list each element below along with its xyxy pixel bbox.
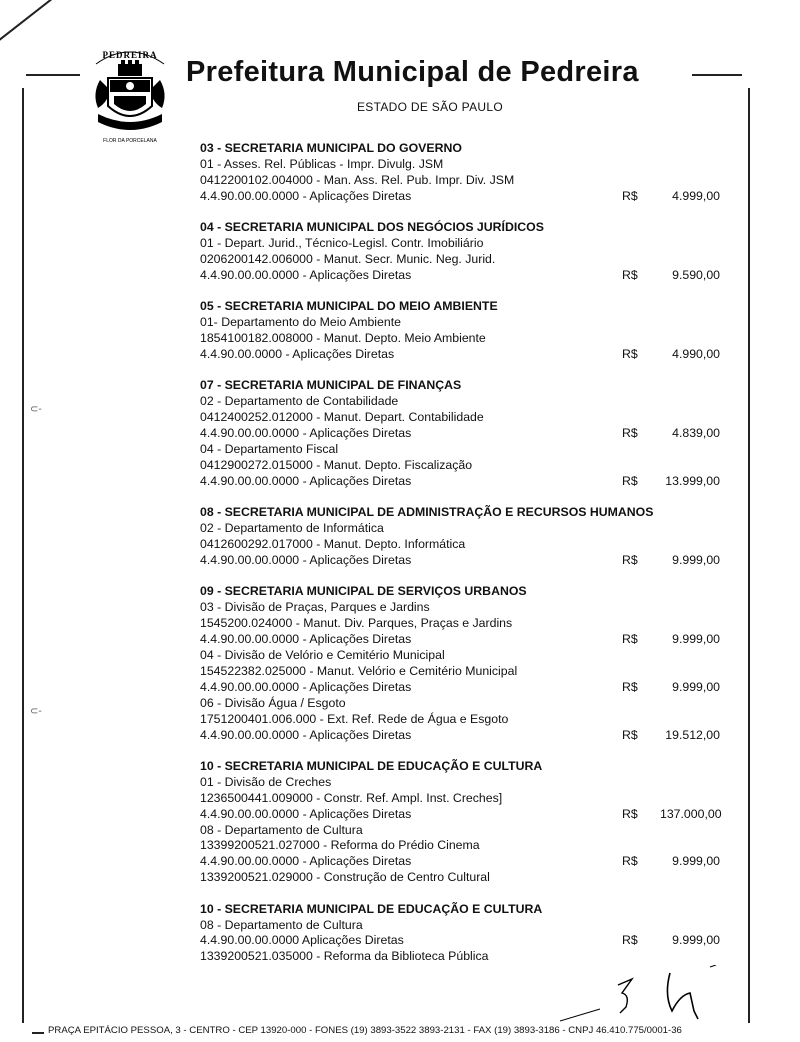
line-text: 03 - Divisão de Praças, Parques e Jardins [200, 600, 430, 615]
frame-diagonal-line [0, 0, 101, 47]
logo-text-bottom: FLOR DA PORCELANA [103, 138, 157, 144]
line-text: 1545200.024000 - Manut. Div. Parques, Praças e Jardins [200, 616, 513, 631]
budget-line-with-amount [200, 553, 720, 569]
budget-line [200, 664, 720, 680]
budget-section [200, 902, 720, 966]
currency-symbol: R$ [622, 267, 638, 282]
budget-line [200, 600, 720, 616]
line-text: 02 - Departamento de Contabilidade [200, 394, 399, 409]
frame-top-right-line [692, 74, 742, 76]
budget-line [200, 252, 720, 268]
budget-line [200, 315, 720, 331]
budget-line [200, 949, 720, 965]
budget-line [200, 791, 720, 807]
line-text: 1339200521.029000 - Construção de Centro Cultural [200, 870, 490, 885]
frame-right-line [748, 88, 750, 1023]
amount-value: 4.999,00 [672, 188, 720, 203]
budget-section [200, 299, 720, 363]
amount-value: 9.590,00 [672, 267, 720, 282]
budget-line-with-amount [200, 268, 720, 284]
page-subtitle: ESTADO DE SÃO PAULO [357, 100, 503, 114]
page-title: Prefeitura Municipal de Pedreira [186, 56, 639, 88]
currency-symbol: R$ [622, 473, 638, 488]
currency-symbol: R$ [622, 727, 638, 742]
budget-line [200, 537, 720, 553]
currency-symbol: R$ [622, 854, 638, 869]
line-text: 4.4.90.00.00.0000 - Aplicações Diretas [200, 854, 412, 869]
line-text: 0206200142.006000 - Manut. Secr. Munic. Neg. Jurid. [200, 251, 496, 266]
frame-left-line [22, 88, 24, 1023]
line-text: 0412200102.004000 - Man. Ass. Rel. Pub. Impr. Div. JSM [200, 172, 515, 187]
line-text: 0412400252.012000 - Manut. Depart. Contabilidade [200, 410, 484, 425]
budget-line [200, 823, 720, 839]
amount-value: 9.999,00 [672, 854, 720, 869]
currency-symbol: R$ [622, 933, 638, 948]
budget-section [200, 584, 720, 743]
budget-line-with-amount [200, 347, 720, 363]
line-text: 06 - Divisão Água / Esgoto [200, 695, 346, 710]
currency-symbol: R$ [622, 426, 638, 441]
line-text: 4.4.90.00.00.0000 - Aplicações Diretas [200, 267, 412, 282]
budget-line-with-amount [200, 807, 720, 823]
amount-value: 13.999,00 [665, 473, 720, 488]
budget-line-with-amount [200, 680, 720, 696]
budget-line [200, 870, 720, 886]
budget-line [200, 648, 720, 664]
budget-line [200, 236, 720, 252]
amount-value: 9.999,00 [672, 679, 720, 694]
budget-line [200, 394, 720, 410]
amount-value: 4.839,00 [672, 426, 720, 441]
line-text: 13399200521.027000 - Reforma do Prédio Cinema [200, 838, 480, 853]
budget-line-with-amount [200, 426, 720, 442]
budget-line [200, 173, 720, 189]
title-left-line [26, 74, 78, 76]
line-text: 4.4.90.00.0000 - Aplicações Diretas [200, 346, 395, 361]
budget-line [200, 157, 720, 173]
budget-section [200, 378, 720, 489]
line-text: 08 - Departamento de Cultura [200, 822, 363, 837]
line-text: 04 - Divisão de Velório e Cemitério Municipal [200, 647, 445, 662]
line-text: 4.4.90.00.00.0000 - Aplicações Diretas [200, 727, 412, 742]
coat-of-arms-icon [88, 42, 172, 146]
section-title: 05 - SECRETARIA MUNICIPAL DO MEIO AMBIENTE [200, 299, 498, 314]
line-text: 4.4.90.00.00.0000 - Aplicações Diretas [200, 188, 412, 203]
budget-line-with-amount [200, 474, 720, 490]
budget-line [200, 696, 720, 712]
line-text: 4.4.90.00.00.0000 - Aplicações Diretas [200, 473, 412, 488]
section-title: 04 - SECRETARIA MUNICIPAL DOS NEGÓCIOS JURÍDICOS [200, 220, 544, 235]
line-text: 04 - Departamento Fiscal [200, 442, 339, 456]
section-title: 07 - SECRETARIA MUNICIPAL DE FINANÇAS [200, 378, 462, 393]
line-text: 01 - Depart. Jurid., Técnico-Legisl. Contr. Imobiliário [200, 236, 484, 251]
line-text: 4.4.90.00.00.0000 - Aplicações Diretas [200, 632, 412, 647]
line-text: 08 - Departamento de Cultura [200, 917, 363, 932]
logo-text-top: PEDREIRA [102, 50, 158, 60]
amount-value: 9.999,00 [672, 933, 720, 948]
currency-symbol: R$ [622, 632, 638, 647]
budget-line [200, 918, 720, 934]
section-title: 03 - SECRETARIA MUNICIPAL DO GOVERNO [200, 141, 462, 155]
budget-section [200, 759, 720, 886]
section-title: 08 - SECRETARIA MUNICIPAL DE ADMINISTRAÇÃO E RECURSOS HUMANOS [200, 505, 654, 520]
budget-line-with-amount [200, 728, 720, 744]
amount-value: 4.990,00 [672, 346, 720, 361]
line-text: 4.4.90.00.00.0000 Aplicações Diretas [200, 933, 404, 948]
section-title: 09 - SECRETARIA MUNICIPAL DE SERVIÇOS URBANOS [200, 584, 527, 599]
line-text: 4.4.90.00.00.0000 - Aplicações Diretas [200, 426, 412, 441]
amount-value: 9.999,00 [672, 632, 720, 647]
line-text: 02 - Departamento de Informática [200, 521, 384, 536]
section-title: 10 - SECRETARIA MUNICIPAL DE EDUCAÇÃO E CULTURA [200, 758, 543, 773]
budget-line [200, 410, 720, 426]
budget-line [200, 442, 720, 458]
line-text: 01- Departamento do Meio Ambiente [200, 315, 401, 330]
currency-symbol: R$ [622, 552, 638, 567]
currency-symbol: R$ [622, 679, 638, 694]
line-text: 4.4.90.00.00.0000 - Aplicações Diretas [200, 679, 412, 694]
budget-line [200, 521, 720, 537]
budget-line [200, 458, 720, 474]
amount-value: 137.000,00 [660, 806, 722, 821]
margin-mark: ⊂- [30, 706, 42, 717]
budget-line-with-amount [200, 632, 720, 648]
currency-symbol: R$ [622, 806, 638, 821]
line-text: 0412900272.015000 - Manut. Depto. Fiscalização [200, 457, 473, 472]
budget-section [200, 141, 720, 205]
budget-section [200, 505, 720, 569]
line-text: 1339200521.035000 - Reforma da Biblioteca Pública [200, 949, 489, 964]
line-text: 154522382.025000 - Manut. Velório e Cemitério Municipal [200, 663, 518, 678]
section-title: 10 - SECRETARIA MUNICIPAL DE EDUCAÇÃO E CULTURA [200, 901, 543, 916]
line-text: 0412600292.017000 - Manut. Depto. Informática [200, 537, 466, 552]
currency-symbol: R$ [622, 188, 638, 203]
budget-list [200, 141, 720, 981]
budget-line-with-amount [200, 189, 720, 205]
handwritten-signature-icon [560, 965, 720, 1025]
line-text: 01 - Divisão de Creches [200, 774, 332, 789]
line-text: 01 - Asses. Rel. Públicas - Impr. Divulg. JSM [200, 156, 444, 171]
budget-line [200, 712, 720, 728]
line-text: 4.4.90.00.00.0000 - Aplicações Diretas [200, 552, 412, 567]
amount-value: 19.512,00 [665, 727, 720, 742]
line-text: 1751200401.006.000 - Ext. Ref. Rede de Água e Esgoto [200, 711, 509, 726]
budget-line [200, 331, 720, 347]
budget-line [200, 775, 720, 791]
budget-section [200, 220, 720, 284]
budget-line-with-amount [200, 854, 720, 870]
frame-bottom-left-line [32, 1032, 44, 1034]
budget-line [200, 838, 720, 854]
currency-symbol: R$ [622, 346, 638, 361]
amount-value: 9.999,00 [672, 552, 720, 567]
line-text: 1236500441.009000 - Constr. Ref. Ampl. Inst. Creches] [200, 790, 503, 805]
footer-address: PRAÇA EPITÁCIO PESSOA, 3 - CENTRO - CEP 13920-000 - FONES (19) 3893-3522 3893-2131 - FAX (19) 3893-3186 - CNPJ 46.410.775/0001-36 [48, 1025, 682, 1036]
margin-mark: ⊂- [30, 404, 42, 415]
budget-line-with-amount [200, 933, 720, 949]
line-text: 4.4.90.00.00.0000 - Aplicações Diretas [200, 806, 412, 821]
line-text: 1854100182.008000 - Manut. Depto. Meio Ambiente [200, 331, 486, 346]
budget-line [200, 616, 720, 632]
